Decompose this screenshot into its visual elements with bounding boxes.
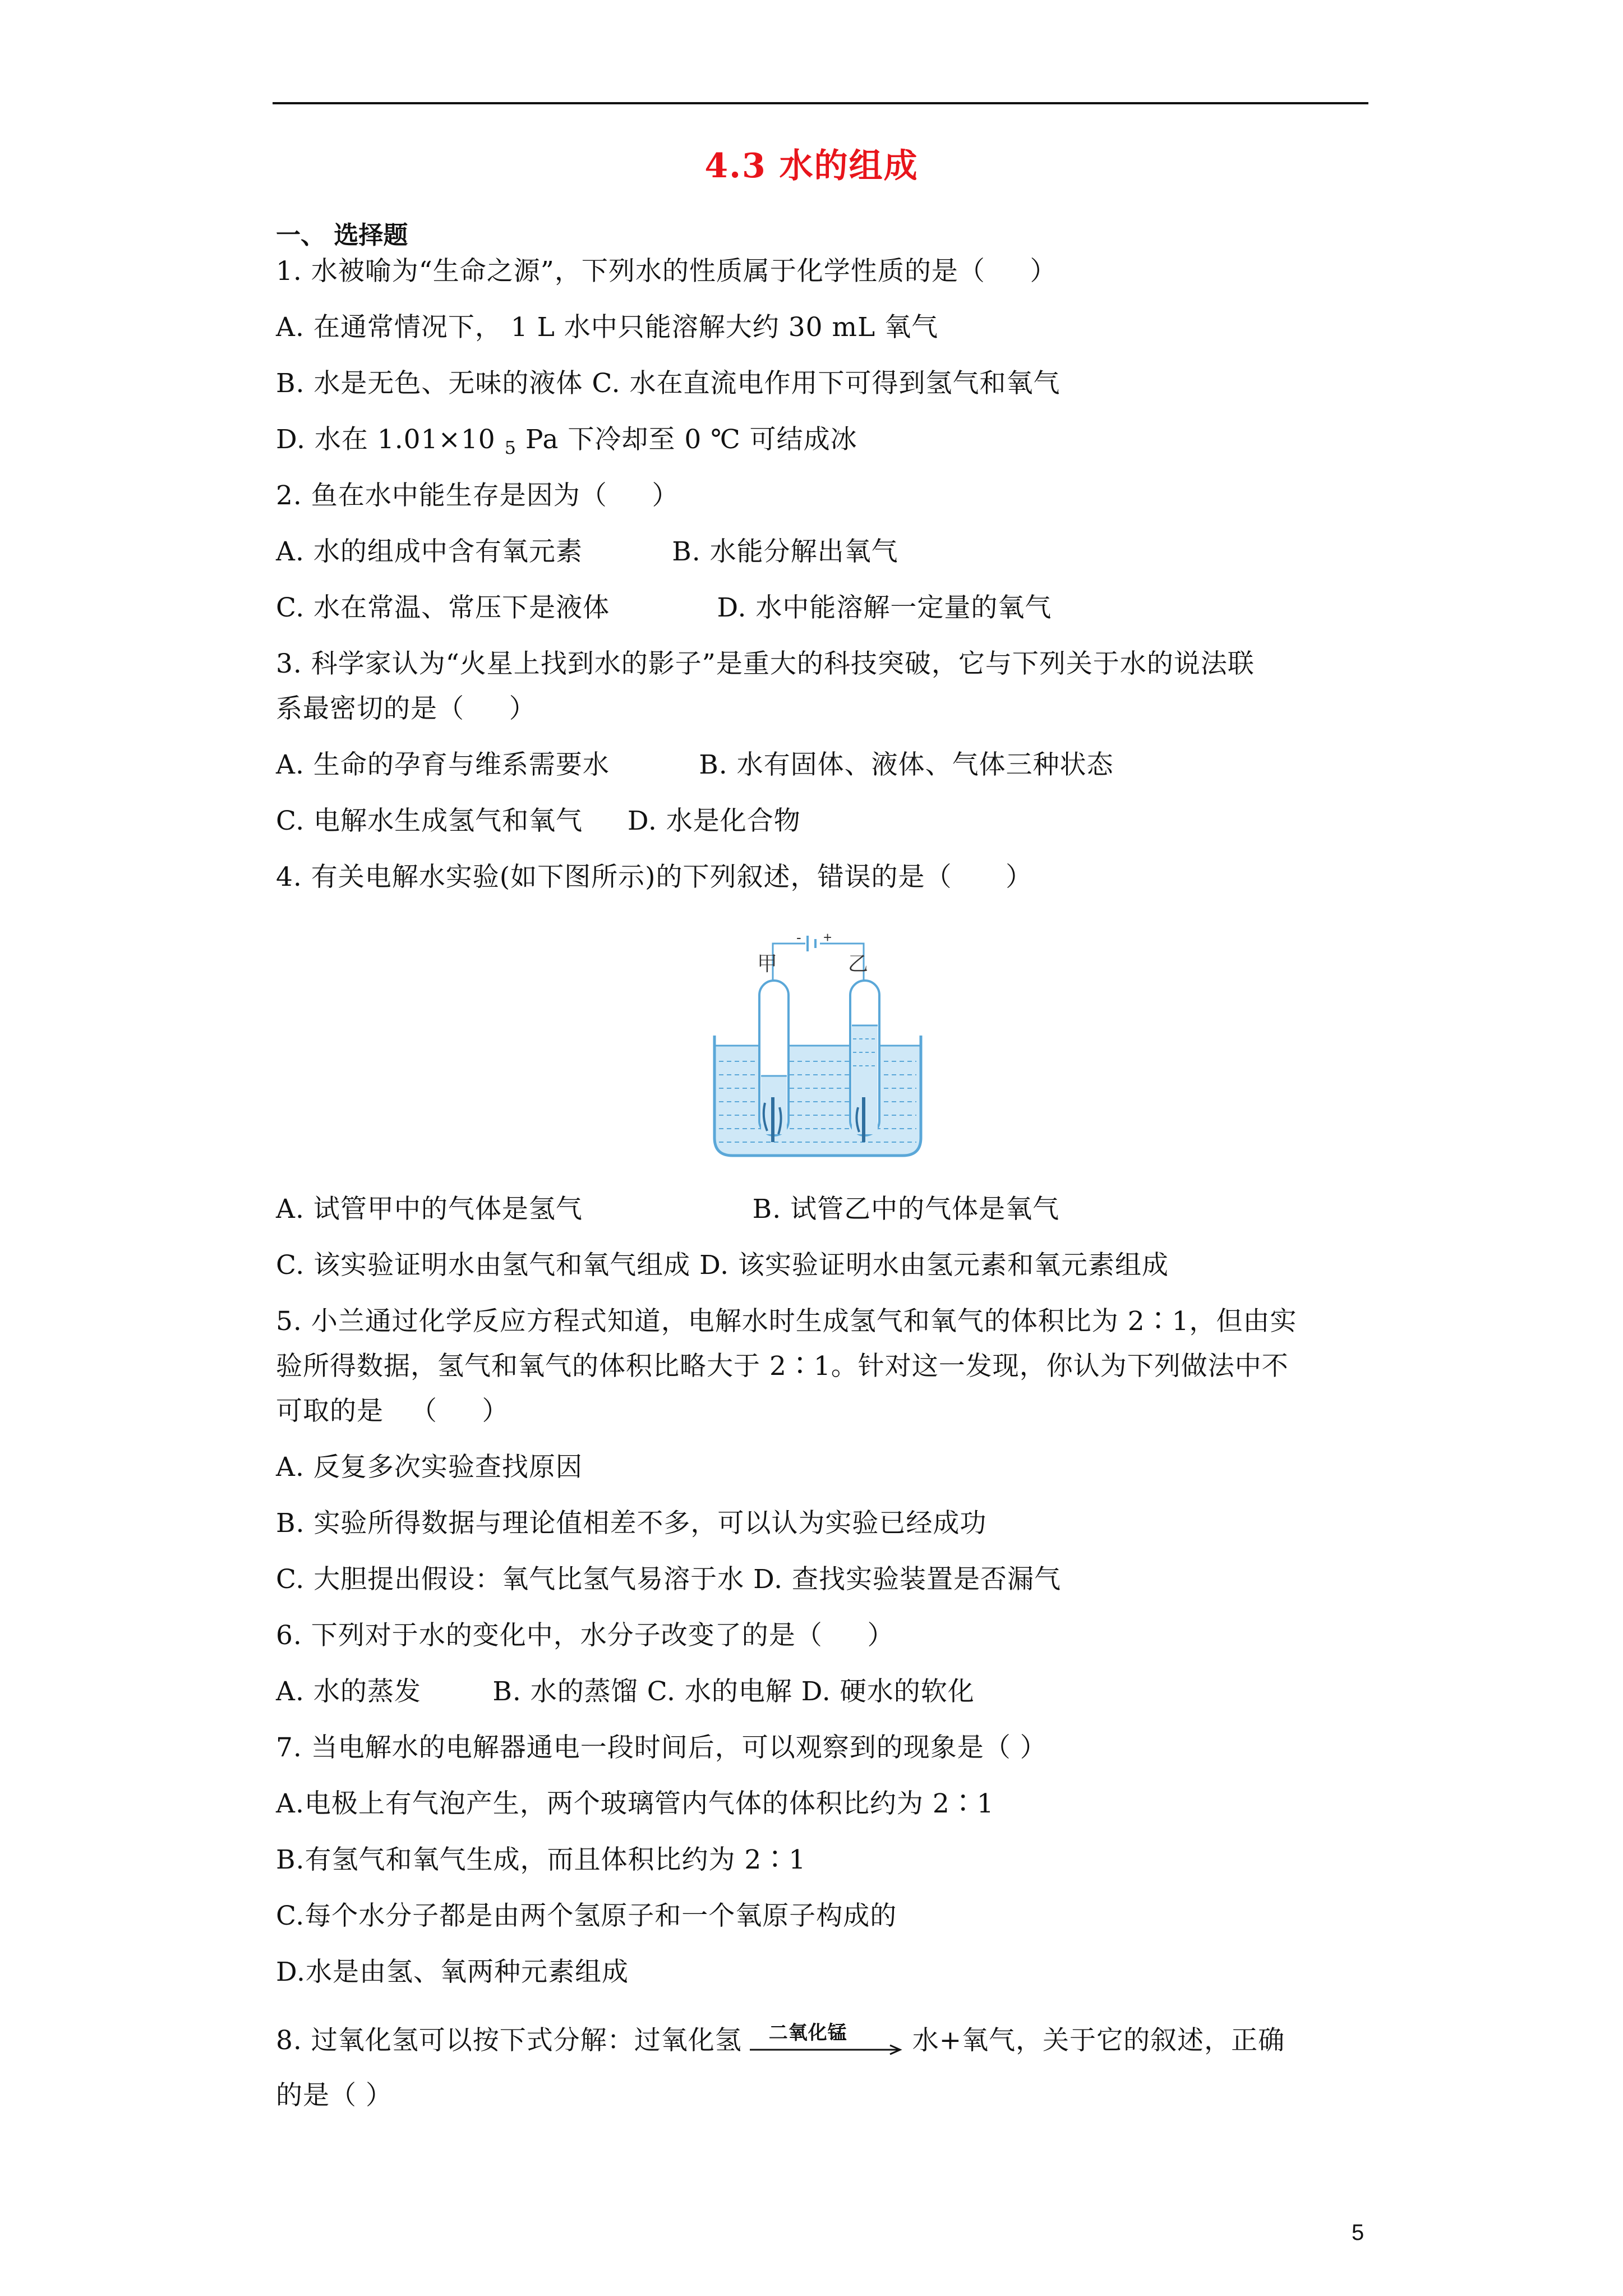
q7-option-c: C.每个水分子都是由两个氢原子和一个氧原子构成的	[276, 1901, 897, 1931]
q8-stem-post: 水+氧气，关于它的叙述，正确	[912, 2025, 1285, 2056]
section-heading: 一、 选择题	[276, 221, 408, 250]
q3-stem-line2: 系最密切的是（ ）	[276, 693, 536, 724]
q5-stem-line3: 可取的是 （ ）	[276, 1396, 509, 1427]
q6-options: A. 水的蒸发 B. 水的蒸馏 C. 水的电解 D. 硬水的软化	[276, 1676, 975, 1707]
minus-label: -	[796, 929, 801, 946]
q7-stem: 7. 当电解水的电解器通电一段时间后，可以观察到的现象是（ ）	[276, 1732, 1047, 1763]
page-title: 4.3 水的组成	[704, 146, 919, 186]
header-rule	[273, 102, 1368, 104]
q5-stem-line2: 验所得数据，氢气和氧气的体积比略大于 2∶1。针对这一发现，你认为下列做法中不	[276, 1351, 1289, 1382]
reaction-arrow	[749, 2023, 906, 2062]
q3-stem-line1: 3. 科学家认为“火星上找到水的影子”是重大的科技突破，它与下列关于水的说法联	[276, 648, 1255, 679]
page-number: 5	[1352, 2220, 1364, 2245]
water-body	[714, 1046, 921, 1156]
q1-option-a: A. 在通常情况下， 1 L 水中只能溶解大约 30 mL 氧气	[276, 312, 939, 343]
q3-option-cd: C. 电解水生成氢气和氧气 D. 水是化合物	[276, 806, 801, 836]
arrow-icon	[749, 2043, 906, 2056]
q5-option-b: B. 实验所得数据与理论值相差不多，可以认为实验已经成功	[276, 1508, 987, 1539]
q1-d-pre: D. 水在 1.01×10	[276, 424, 505, 455]
electrolysis-diagram	[711, 929, 924, 1165]
q8-stem-line1	[276, 2023, 1285, 2062]
q4-option-cd: C. 该实验证明水由氢气和氧气组成 D. 该实验证明水由氢元素和氧元素组成	[276, 1250, 1169, 1281]
q5-stem-line1: 5. 小兰通过化学反应方程式知道，电解水时生成氢气和氧气的体积比为 2∶1，但由实	[276, 1306, 1297, 1337]
q7-option-a: A.电极上有气泡产生，两个玻璃管内气体的体积比约为 2∶1	[276, 1788, 994, 1819]
q2-stem: 2. 鱼在水中能生存是因为（ ）	[276, 480, 679, 511]
catalyst-label: 二氧化锰	[768, 2022, 847, 2044]
q7-option-d: D.水是由氢、氧两种元素组成	[276, 1957, 629, 1987]
q8-stem-pre: 8. 过氧化氢可以按下式分解：过氧化氢	[276, 2025, 742, 2056]
q3-option-ab: A. 生命的孕育与维系需要水 B. 水有固体、液体、气体三种状态	[276, 749, 1114, 780]
q2-option-ab: A. 水的组成中含有氧元素 B. 水能分解出氧气	[276, 536, 898, 567]
q4-option-ab: A. 试管甲中的气体是氢气 B. 试管乙中的气体是氧气	[276, 1194, 1060, 1225]
q4-stem: 4. 有关电解水实验(如下图所示)的下列叙述，错误的是（ ）	[276, 862, 1033, 892]
q1-stem: 1. 水被喻为“生命之源”，下列水的性质属于化学性质的是（ ）	[276, 256, 1057, 287]
q5-option-cd: C. 大胆提出假设：氧气比氢气易溶于水 D. 查找实验装置是否漏气	[276, 1564, 1061, 1595]
q2-option-cd: C. 水在常温、常压下是液体 D. 水中能溶解一定量的氧气	[276, 592, 1052, 623]
q1-d-post: Pa 下冷却至 0 ℃ 可结成冰	[516, 424, 857, 455]
plus-label: +	[823, 929, 832, 946]
tube-yi-label: 乙	[848, 953, 869, 976]
q7-option-b: B.有氢气和氧气生成，而且体积比约为 2∶1	[276, 1844, 806, 1875]
q8-stem-line2: 的是（ ）	[276, 2080, 393, 2111]
q1-d-exponent: 5	[504, 437, 517, 458]
tube-jia-label: 甲	[757, 953, 778, 976]
q5-option-a: A. 反复多次实验查找原因	[276, 1452, 583, 1483]
q6-stem: 6. 下列对于水的变化中，水分子改变了的是（ ）	[276, 1620, 895, 1651]
q1-option-d	[276, 423, 857, 464]
q1-option-bc: B. 水是无色、无味的液体 C. 水在直流电作用下可得到氢气和氧气	[276, 368, 1061, 399]
